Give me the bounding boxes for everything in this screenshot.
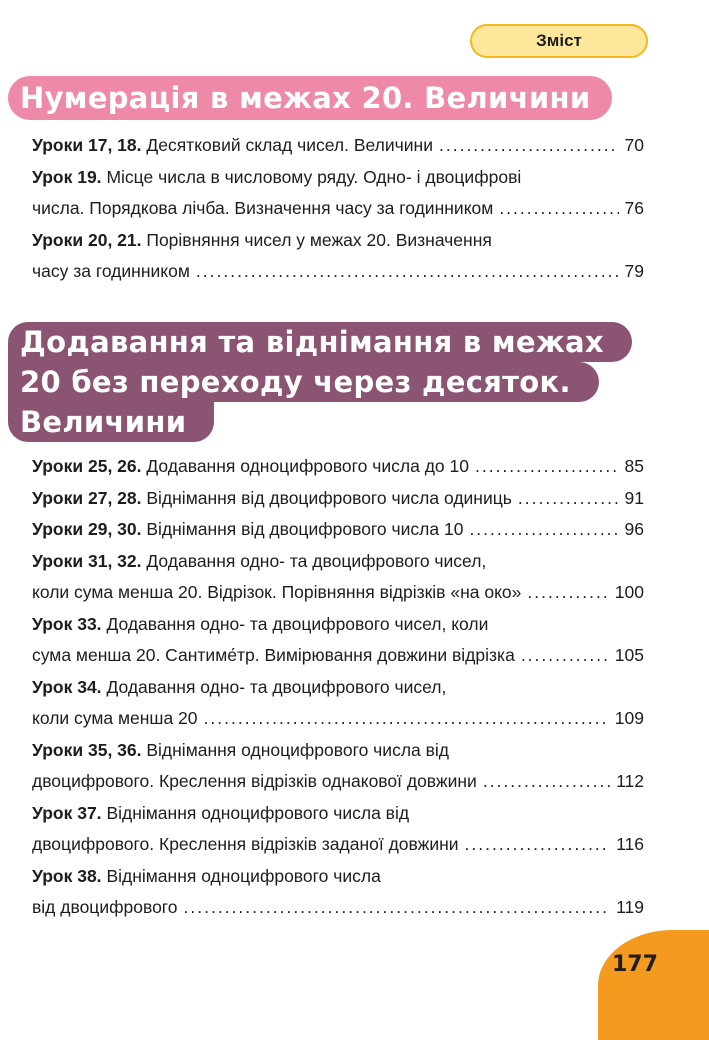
lesson-label: Урок 33. xyxy=(32,613,102,634)
leader-dots xyxy=(521,640,609,672)
lesson-title: Додавання одноцифрового числа до 10 xyxy=(146,456,469,476)
leader-dots xyxy=(527,577,608,609)
page-number: 177 xyxy=(612,952,658,977)
toc-entry[interactable] xyxy=(32,546,644,609)
lesson-label: Уроки 20, 21. xyxy=(32,229,142,250)
section-1-title: Нумерація в межах 20. Величини xyxy=(8,76,612,120)
lesson-title: Віднімання одноцифрового числа xyxy=(106,865,381,886)
section-2-heading xyxy=(8,322,632,442)
page-ref: 91 xyxy=(624,487,644,508)
leader-dots xyxy=(439,130,619,162)
toc-entry[interactable] xyxy=(32,225,644,288)
lesson-title-continued: коли сума менша 20 xyxy=(32,708,198,728)
toc-entry[interactable] xyxy=(32,798,644,861)
lesson-label: Урок 38. xyxy=(32,865,102,886)
lesson-title: Віднімання від двоцифрового числа одиниць xyxy=(146,487,512,508)
page-ref: 85 xyxy=(624,456,644,476)
lesson-title-continued: часу за годинником xyxy=(32,261,190,281)
page-ref: 105 xyxy=(614,645,644,665)
toc-entry[interactable] xyxy=(32,609,644,672)
page-ref: 70 xyxy=(624,135,644,155)
toc-entry[interactable] xyxy=(32,735,644,798)
lesson-title-continued: числа. Порядкова лічба. Визначення часу за годинником xyxy=(32,198,494,218)
page-ref: 79 xyxy=(624,261,644,281)
leader-dots xyxy=(204,703,609,735)
section-2-entries xyxy=(32,451,644,924)
lesson-label: Урок 34. xyxy=(32,676,102,697)
leader-dots xyxy=(184,892,611,924)
lesson-label: Уроки 17, 18. xyxy=(32,135,142,155)
page-ref: 112 xyxy=(616,771,644,791)
section-2-title-line-1: Додавання та віднімання в межах xyxy=(8,322,632,362)
lesson-title-continued: двоцифрового. Креслення відрізків заданої довжини xyxy=(32,834,459,854)
lesson-title: Місце числа в числовому ряду. Одно- і двоцифрові xyxy=(106,166,522,187)
lesson-label: Уроки 31, 32. xyxy=(32,550,142,571)
lesson-title: Додавання одно- та двоцифрового чисел, xyxy=(106,676,447,697)
leader-dots xyxy=(499,193,618,225)
contents-tab[interactable]: Зміст xyxy=(470,24,648,58)
page-ref: 96 xyxy=(624,519,644,539)
leader-dots xyxy=(518,483,619,515)
lesson-label: Урок 37. xyxy=(32,802,102,823)
section-2-title-line-2: 20 без переходу через десяток. xyxy=(8,362,599,402)
lesson-title-continued: від двоцифрового xyxy=(32,897,178,917)
leader-dots xyxy=(469,514,618,546)
lesson-title: Десятковий склад чисел. Величини xyxy=(146,135,433,155)
toc-entry[interactable] xyxy=(32,672,644,735)
page-ref: 76 xyxy=(624,198,644,218)
lesson-title: Віднімання одноцифрового числа від xyxy=(146,739,450,760)
lesson-title: Додавання одно- та двоцифрового чисел, xyxy=(146,550,487,571)
lesson-title-continued: сума менша 20. Сантиме́тр. Вимірювання довжини відрізка xyxy=(32,645,515,665)
leader-dots xyxy=(483,766,610,798)
leader-dots xyxy=(465,829,611,861)
section-1-entries xyxy=(32,130,644,288)
leader-dots xyxy=(196,256,619,288)
lesson-title: Віднімання від двоцифрового числа 10 xyxy=(146,519,464,539)
toc-entry[interactable] xyxy=(32,130,644,162)
lesson-title: Додавання одно- та двоцифрового чисел, коли xyxy=(106,613,489,634)
toc-entry[interactable] xyxy=(32,162,644,225)
page-ref: 119 xyxy=(616,897,644,917)
lesson-label: Уроки 27, 28. xyxy=(32,487,142,508)
lesson-label: Уроки 29, 30. xyxy=(32,519,142,539)
lesson-title-continued: двоцифрового. Креслення відрізків однакової довжини xyxy=(32,771,477,791)
page-ref: 116 xyxy=(616,834,644,854)
lesson-title: Порівняння чисел у межах 20. Визначення xyxy=(146,229,492,250)
section-1-heading xyxy=(8,76,612,120)
leader-dots xyxy=(475,451,619,483)
toc-entry[interactable] xyxy=(32,514,644,546)
page-corner-decoration xyxy=(598,930,709,1040)
lesson-label: Урок 19. xyxy=(32,166,102,187)
page-ref: 100 xyxy=(614,582,644,602)
toc-entry[interactable] xyxy=(32,483,644,515)
toc-entry[interactable] xyxy=(32,861,644,924)
section-2-title-line-3: Величини xyxy=(8,402,214,442)
lesson-title-continued: коли сума менша 20. Відрізок. Порівняння відрізків «на око» xyxy=(32,582,522,602)
lesson-title: Віднімання одноцифрового числа від xyxy=(106,802,410,823)
page-ref: 109 xyxy=(614,708,644,728)
lesson-label: Уроки 35, 36. xyxy=(32,739,142,760)
lesson-label: Уроки 25, 26. xyxy=(32,456,142,476)
toc-entry[interactable] xyxy=(32,451,644,483)
